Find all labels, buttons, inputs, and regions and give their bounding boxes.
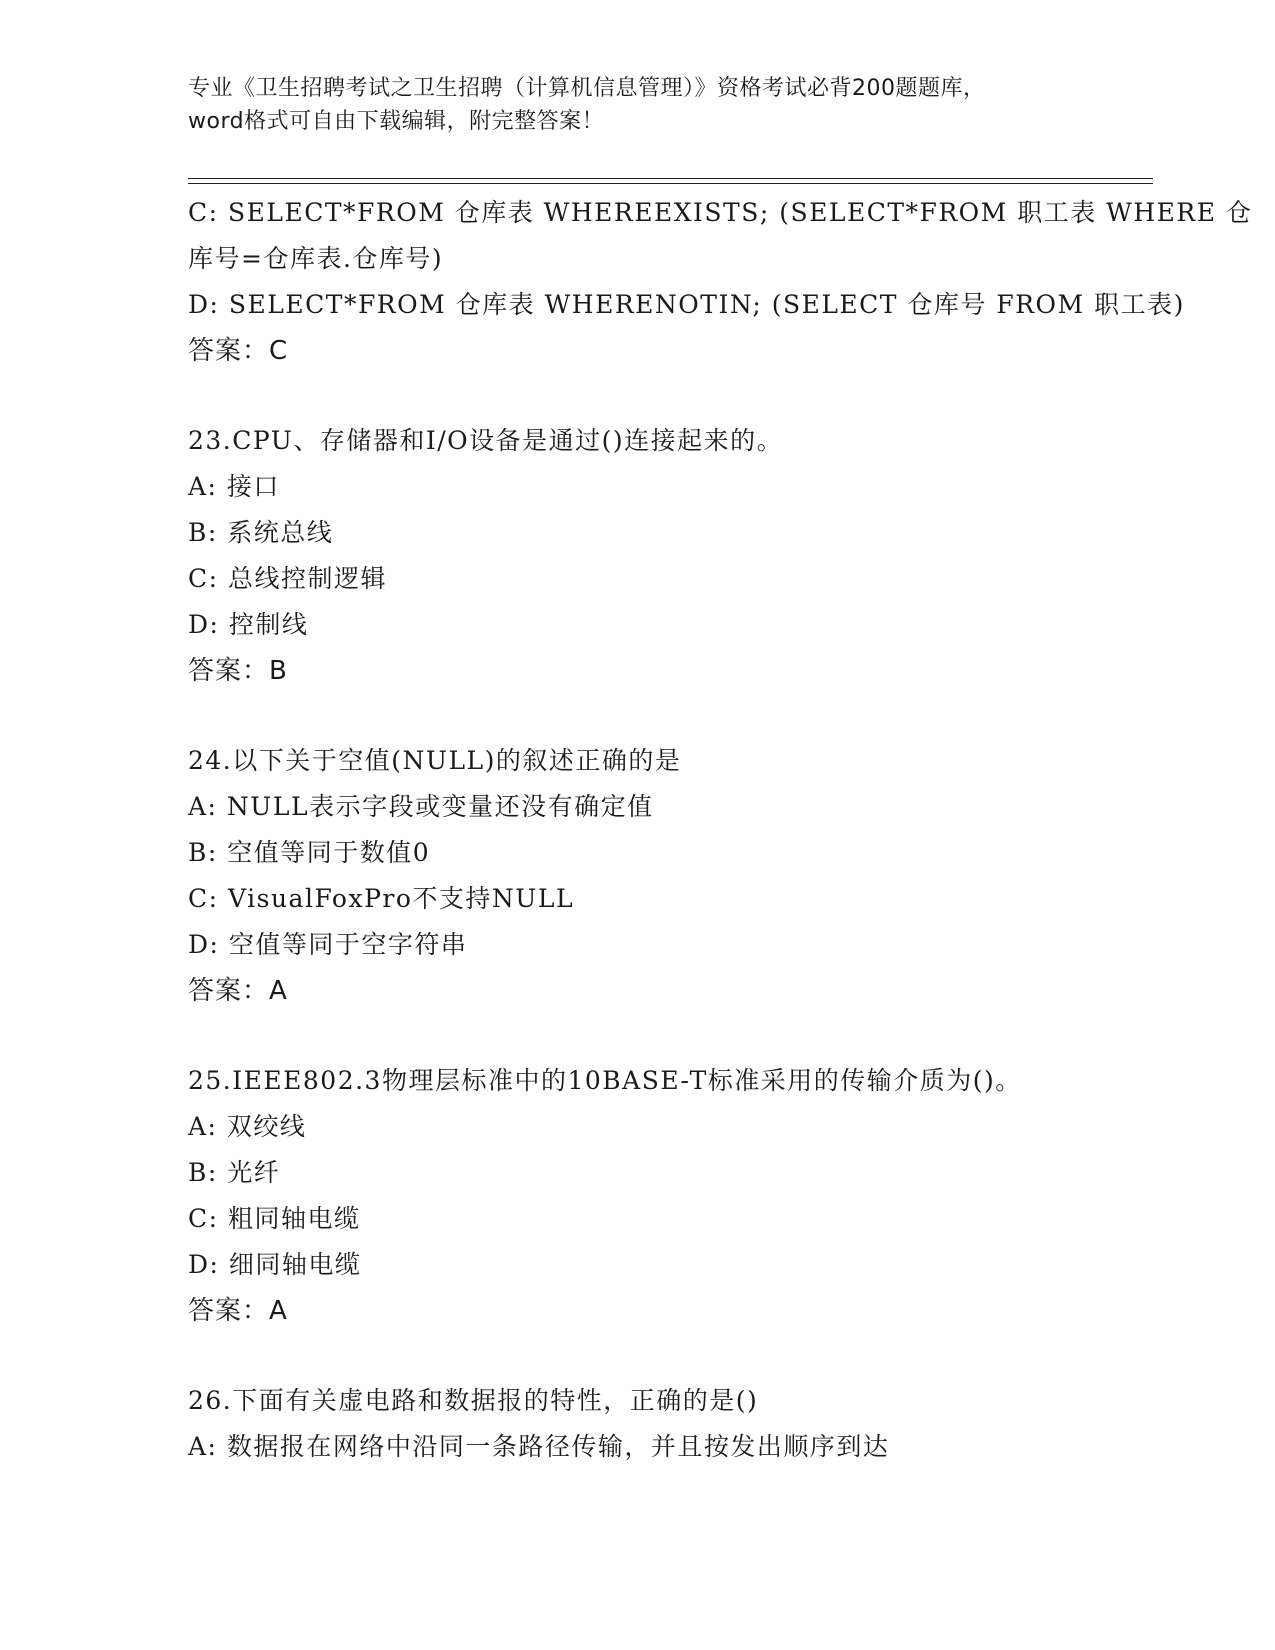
option-d: D: SELECT*FROM 仓库表 WHERENOTIN; (SELECT 仓库号 FROM 职工表) bbox=[188, 290, 1185, 319]
header-divider-bottom bbox=[188, 183, 1153, 184]
answer-text: 答案：A bbox=[188, 976, 288, 1006]
option-c-line-2: 库号=仓库表.仓库号) bbox=[188, 244, 444, 273]
option-c: C: VisualFoxPro不支持NULL bbox=[188, 884, 575, 913]
header-divider-top bbox=[188, 178, 1153, 179]
question-stem: 26.下面有关虚电路和数据报的特性，正确的是() bbox=[188, 1386, 759, 1415]
question-24 bbox=[188, 738, 1148, 1014]
header-title-line-2: word格式可自由下载编辑，附完整答案！ bbox=[188, 109, 605, 134]
option-a: A: 接口 bbox=[188, 472, 280, 501]
option-b: B: 光纤 bbox=[188, 1158, 281, 1187]
option-a: A: 双绞线 bbox=[188, 1112, 307, 1141]
option-b: B: 系统总线 bbox=[188, 518, 334, 547]
question-22-continuation bbox=[188, 190, 1253, 374]
option-b: B: 空值等同于数值0 bbox=[188, 838, 431, 867]
option-d: D: 空值等同于空字符串 bbox=[188, 930, 468, 959]
question-25 bbox=[188, 1058, 1148, 1334]
option-a: A: 数据报在网络中沿同一条路径传输，并且按发出顺序到达 bbox=[188, 1432, 890, 1461]
option-d: D: 控制线 bbox=[188, 610, 309, 639]
option-c: C: 总线控制逻辑 bbox=[188, 564, 387, 593]
question-stem: 25.IEEE802.3物理层标准中的10BASE-T标准采用的传输介质为()。 bbox=[188, 1066, 1022, 1095]
question-stem: 23.CPU、存储器和I/O设备是通过()连接起来的。 bbox=[188, 426, 784, 455]
option-a: A: NULL表示字段或变量还没有确定值 bbox=[188, 792, 654, 821]
header-title-line-1: 专业《卫生招聘考试之卫生招聘（计算机信息管理）》资格考试必背200题题库， bbox=[188, 76, 986, 101]
option-c: C: 粗同轴电缆 bbox=[188, 1204, 361, 1233]
answer-text: 答案：B bbox=[188, 656, 288, 686]
option-d: D: 细同轴电缆 bbox=[188, 1250, 362, 1279]
option-c-line-1: C: SELECT*FROM 仓库表 WHEREEXISTS; (SELECT*FROM 职工表 WHERE 仓 bbox=[188, 198, 1253, 227]
answer-text: 答案：A bbox=[188, 1296, 288, 1326]
document-header bbox=[188, 72, 1088, 138]
question-26 bbox=[188, 1378, 1148, 1470]
answer-text: 答案：C bbox=[188, 336, 289, 366]
question-list bbox=[188, 190, 1253, 1470]
question-23 bbox=[188, 418, 1148, 694]
question-stem: 24.以下关于空值(NULL)的叙述正确的是 bbox=[188, 746, 682, 775]
